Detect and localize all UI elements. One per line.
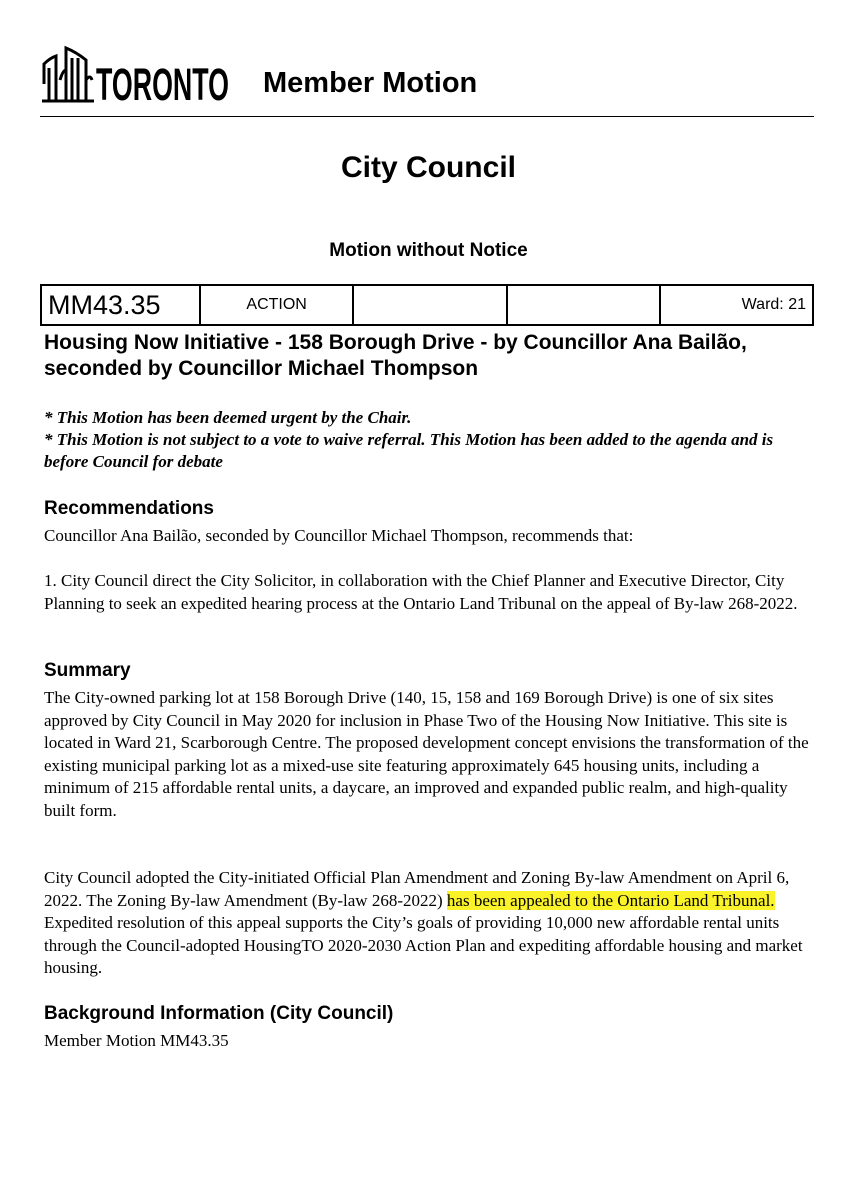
urgent-notes (44, 407, 814, 473)
header-title: Member Motion (263, 67, 478, 99)
recommendations-heading: Recommendations (44, 498, 214, 519)
motion-type: Motion without Notice (329, 240, 528, 261)
background-heading: Background Information (City Council) (44, 1003, 394, 1024)
ward-cell: Ward: 21 (660, 285, 813, 325)
background-text: Member Motion MM43.35 (44, 1031, 229, 1050)
summary-heading: Summary (44, 660, 131, 681)
urgent-note: * This Motion has been deemed urgent by the Chair. (44, 408, 412, 427)
text-run: City Council adopted the City-initiated Official Plan Amendment and Zoning By-law Amendment on April 6, 2022. The Zoning By-law Amendment (By-law 268-2022) (44, 868, 790, 910)
recommendations-intro: Councillor Ana Bailão, seconded by Councillor Michael Thompson, recommends that: (44, 526, 634, 545)
text-run: Expedited resolution of this appeal supports the City’s goals of providing 10,000 new affordable rental units through the Council-adopted HousingTO 2020-2030 Action Plan and expediting affordable housing and market housing. (44, 913, 803, 977)
recommendation-item: 1. City Council direct the City Solicitor, in collaboration with the Chief Planner and Executive Director, City Planning to seek an expedited hearing process at the Ontario Land Tribunal on the appeal of By-law 268-2022. (44, 571, 798, 613)
toronto-logo (42, 44, 232, 110)
summary-paragraph (44, 867, 814, 980)
highlighted-text: has been appealed to the Ontario Land Tribunal. (446, 890, 775, 910)
item-number: MM43.35 (41, 285, 200, 325)
empty-cell (353, 285, 506, 325)
summary-paragraph: The City-owned parking lot at 158 Borough Drive (140, 15, 158 and 169 Borough Drive) is one of six sites approved by City Council in May 2020 for inclusion in Phase Two of the Housing Now Initiative. This site is located in Ward 21, Scarborough Centre. The proposed development concept envisions the transformation of the existing municipal parking lot as a mixed-use site featuring approximately 645 housing units, including a minimum of 215 affordable rental units, a daycare, an improved and expanded public realm, and high-quality built form. (44, 688, 809, 820)
item-title: Housing Now Initiative - 158 Borough Drive - by Councillor Ana Bailão, seconded by Councillor Michael Thompson (44, 331, 747, 380)
page-header (40, 40, 814, 117)
empty-cell (507, 285, 660, 325)
reference-table (40, 284, 814, 326)
urgent-note: * This Motion is not subject to a vote to waive referral. This Motion has been added to the agenda and is before Council for debate (44, 430, 774, 471)
logo-wordmark: TORONTO (96, 59, 229, 110)
action-cell: ACTION (200, 285, 353, 325)
body-title: City Council (340, 151, 516, 184)
